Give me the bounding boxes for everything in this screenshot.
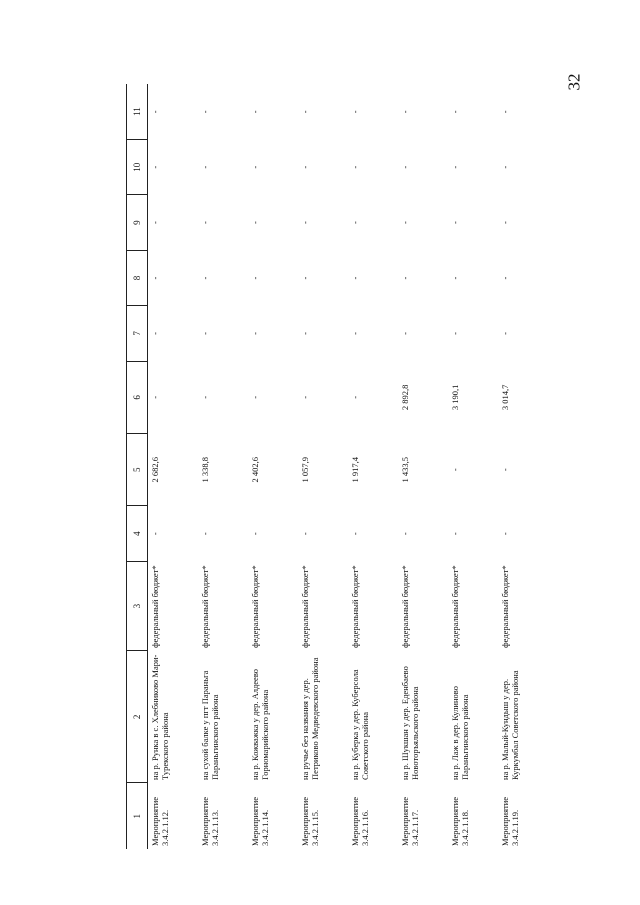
column-header: 1 <box>127 783 148 849</box>
cell-col4: - <box>150 532 161 536</box>
cell-col5: 1 917,4 <box>349 457 360 483</box>
cell-col6: - <box>199 395 210 399</box>
table-row <box>398 84 448 849</box>
cell-col7: - <box>399 331 410 335</box>
table-row <box>148 84 198 849</box>
cell-col8: - <box>150 276 161 280</box>
measure-description: на ручье без названия у дер. Петриково Медведевского района <box>299 657 320 780</box>
cell-col11: - <box>499 110 510 114</box>
measure-name: Мероприятие 3.4.2.1.19. <box>499 796 520 846</box>
cell-col4: - <box>499 532 510 536</box>
measure-name: Мероприятие 3.4.2.1.15. <box>299 796 320 846</box>
funding-source: федеральный бюджет* <box>249 565 260 648</box>
cell-col5: - <box>449 468 460 472</box>
cell-col9: - <box>449 221 460 225</box>
cell-col6: - <box>150 395 161 399</box>
cell-col10: - <box>499 165 510 169</box>
cell-col10: - <box>150 165 161 169</box>
cell-col10: - <box>349 165 360 169</box>
cell-col10: - <box>399 165 410 169</box>
cell-col10: - <box>249 165 260 169</box>
measure-description: на р. Малый-Кундыш у дер. Куркумбал Советского района <box>499 670 520 780</box>
cell-col7: - <box>150 331 161 335</box>
cell-col7: - <box>299 331 310 335</box>
measure-description: на сухой балке у пгт Параньга Параньгинского района <box>199 670 220 780</box>
cell-col11: - <box>349 110 360 114</box>
cell-col4: - <box>199 532 210 536</box>
column-header: 7 <box>127 306 148 361</box>
column-header: 3 <box>127 561 148 650</box>
cell-col11: - <box>299 110 310 114</box>
cell-col11: - <box>449 110 460 114</box>
measure-name: Мероприятие 3.4.2.1.18. <box>449 796 470 846</box>
cell-col6: - <box>249 395 260 399</box>
cell-col9: - <box>499 221 510 225</box>
cell-col6: 2 892,8 <box>399 384 410 411</box>
column-header: 6 <box>127 361 148 433</box>
measure-description: на р. Шукшан у дер. Еденбаево Новоторъяльского района <box>399 666 420 780</box>
header-row <box>127 84 148 849</box>
cell-col9: - <box>299 221 310 225</box>
cell-col5: - <box>499 468 510 472</box>
cell-col8: - <box>299 276 310 280</box>
funding-source: федеральный бюджет* <box>449 565 460 648</box>
column-header: 9 <box>127 195 148 250</box>
cell-col6: - <box>349 395 360 399</box>
cell-col4: - <box>449 532 460 536</box>
table-row <box>298 84 348 849</box>
funding-source: федеральный бюджет* <box>150 565 161 648</box>
cell-col8: - <box>499 276 510 280</box>
measure-description: на р. Куберка у дер. Куберсола Советского района <box>349 669 370 780</box>
cell-col7: - <box>249 331 260 335</box>
cell-col4: - <box>399 532 410 536</box>
table-row <box>498 84 548 849</box>
cell-col11: - <box>199 110 210 114</box>
cell-col8: - <box>249 276 260 280</box>
cell-col6: 3 014,7 <box>499 384 510 411</box>
column-header: 4 <box>127 506 148 561</box>
cell-col9: - <box>349 221 360 225</box>
cell-col8: - <box>399 276 410 280</box>
cell-col11: - <box>150 110 161 114</box>
measure-name: Мероприятие 3.4.2.1.12. <box>150 796 171 846</box>
column-header: 10 <box>127 140 148 195</box>
budget-table <box>126 84 548 849</box>
measure-name: Мероприятие 3.4.2.1.13. <box>199 796 220 846</box>
cell-col9: - <box>399 221 410 225</box>
column-header: 2 <box>127 651 148 783</box>
measure-name: Мероприятие 3.4.2.1.17. <box>399 796 420 846</box>
cell-col5: 2 682,6 <box>150 457 161 483</box>
table-row <box>198 84 248 849</box>
measure-description: на р. Лаж в дер. Кулиново Параньгинского района <box>449 686 470 780</box>
column-header: 11 <box>127 84 148 140</box>
cell-col8: - <box>449 276 460 280</box>
funding-source: федеральный бюджет* <box>199 565 210 648</box>
page-number: 32 <box>564 73 584 91</box>
cell-col7: - <box>449 331 460 335</box>
table-row <box>348 84 398 849</box>
cell-col7: - <box>349 331 360 335</box>
cell-col4: - <box>349 532 360 536</box>
cell-col10: - <box>449 165 460 169</box>
funding-source: федеральный бюджет* <box>299 565 310 648</box>
table-row <box>448 84 498 849</box>
measure-description: на р. Рунка в с. Хлебниково Мари-Турекского района <box>150 654 171 780</box>
rotated-table-container <box>126 84 576 849</box>
cell-col10: - <box>199 165 210 169</box>
measure-name: Мероприятие 3.4.2.1.16. <box>349 796 370 846</box>
cell-col4: - <box>299 532 310 536</box>
funding-source: федеральный бюджет* <box>499 565 510 648</box>
cell-col10: - <box>299 165 310 169</box>
cell-col11: - <box>399 110 410 114</box>
measure-description: на р. Кожважка у дер. Алдеево Горномарийского района <box>249 668 270 780</box>
cell-col5: 2 402,6 <box>249 457 260 483</box>
cell-col8: - <box>199 276 210 280</box>
cell-col6: - <box>299 395 310 399</box>
cell-col9: - <box>249 221 260 225</box>
cell-col4: - <box>249 532 260 536</box>
column-header: 8 <box>127 250 148 305</box>
column-header: 5 <box>127 434 148 506</box>
measure-name: Мероприятие 3.4.2.1.14. <box>249 796 270 846</box>
funding-source: федеральный бюджет* <box>399 565 410 648</box>
cell-col9: - <box>199 221 210 225</box>
cell-col7: - <box>199 331 210 335</box>
table-body <box>148 84 548 849</box>
cell-col11: - <box>249 110 260 114</box>
funding-source: федеральный бюджет* <box>349 565 360 648</box>
cell-col7: - <box>499 331 510 335</box>
cell-col8: - <box>349 276 360 280</box>
cell-col5: 1 057,9 <box>299 457 310 483</box>
cell-col9: - <box>150 221 161 225</box>
cell-col5: 1 338,8 <box>199 457 210 483</box>
cell-col6: 3 190,1 <box>449 384 460 411</box>
table-row <box>248 84 298 849</box>
cell-col5: 1 433,5 <box>399 457 410 483</box>
